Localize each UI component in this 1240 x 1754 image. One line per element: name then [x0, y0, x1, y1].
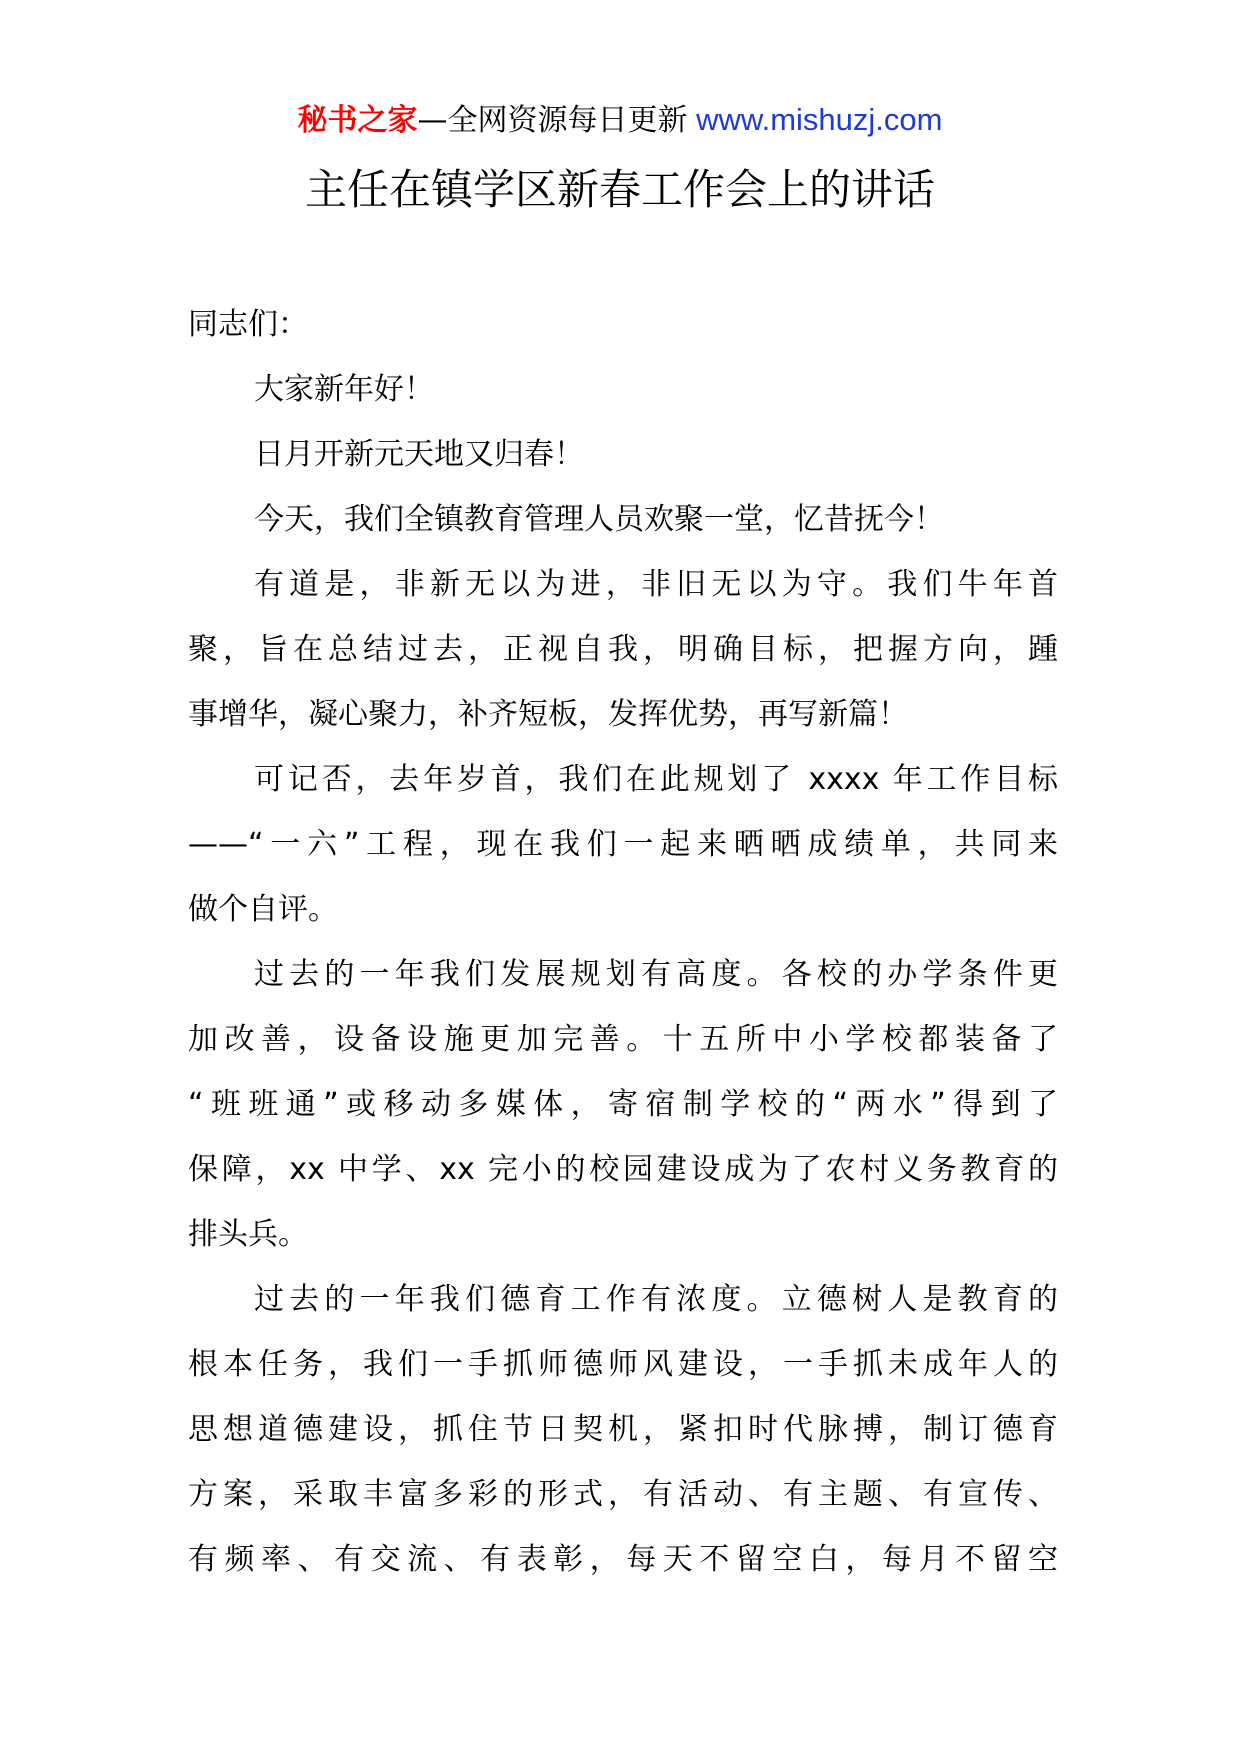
paragraph-line: 今天，我们全镇教育管理人员欢聚一堂，忆昔抚今！: [254, 502, 944, 537]
paragraph-line: 有频率、有交流、有表彰，每天不留空白，每月不留空: [188, 1542, 1058, 1577]
paragraph-line: 事增华，凝心聚力，补齐短板，发挥优势，再写新篇！: [188, 697, 908, 732]
paragraph-line: 保障，xx 中学、xx 完小的校园建设成为了农村义务教育的: [188, 1152, 1058, 1187]
paragraph-line: 聚，旨在总结过去，正视自我，明确目标，把握方向，踵: [188, 632, 1058, 667]
paragraph-line: 排头兵。: [188, 1217, 308, 1252]
paragraph-line: 大家新年好！: [254, 372, 434, 407]
paragraph-line: “班班通”或移动多媒体，寄宿制学校的“两水”得到了: [188, 1087, 1058, 1122]
paragraph-line: ——“一六”工程，现在我们一起来晒晒成绩单，共同来: [188, 827, 1058, 862]
paragraph-line: 可记否，去年岁首，我们在此规划了 xxxx 年工作目标: [254, 762, 1058, 797]
header-tagline: —全网资源每日更新: [417, 103, 688, 138]
paragraph-line: 有道是，非新无以为进，非旧无以为守。我们牛年首: [254, 567, 1058, 602]
document-body: [188, 292, 1058, 1592]
brand-name: 秘书之家: [297, 103, 418, 138]
website-link[interactable]: www.mishuzj.com: [687, 102, 943, 137]
paragraph-line: 根本任务，我们一手抓师德师风建设，一手抓未成年人的: [188, 1347, 1058, 1382]
paragraph-line: 日月开新元天地又归春！: [254, 437, 584, 472]
salutation-line: 同志们：: [188, 307, 308, 342]
paragraph-line: 过去的一年我们德育工作有浓度。立德树人是教育的: [254, 1282, 1058, 1317]
site-header: [0, 100, 1240, 141]
paragraph-line: 做个自评。: [188, 892, 338, 927]
document-title: 主任在镇学区新春工作会上的讲话: [304, 165, 935, 214]
paragraph-line: 方案，采取丰富多彩的形式，有活动、有主题、有宣传、: [188, 1477, 1058, 1512]
paragraph-line: 过去的一年我们发展规划有高度。各校的办学条件更: [254, 957, 1058, 992]
paragraph-line: 加改善，设备设施更加完善。十五所中小学校都装备了: [188, 1022, 1058, 1057]
paragraph-line: 思想道德建设，抓住节日契机，紧扣时代脉搏，制订德育: [188, 1412, 1058, 1447]
